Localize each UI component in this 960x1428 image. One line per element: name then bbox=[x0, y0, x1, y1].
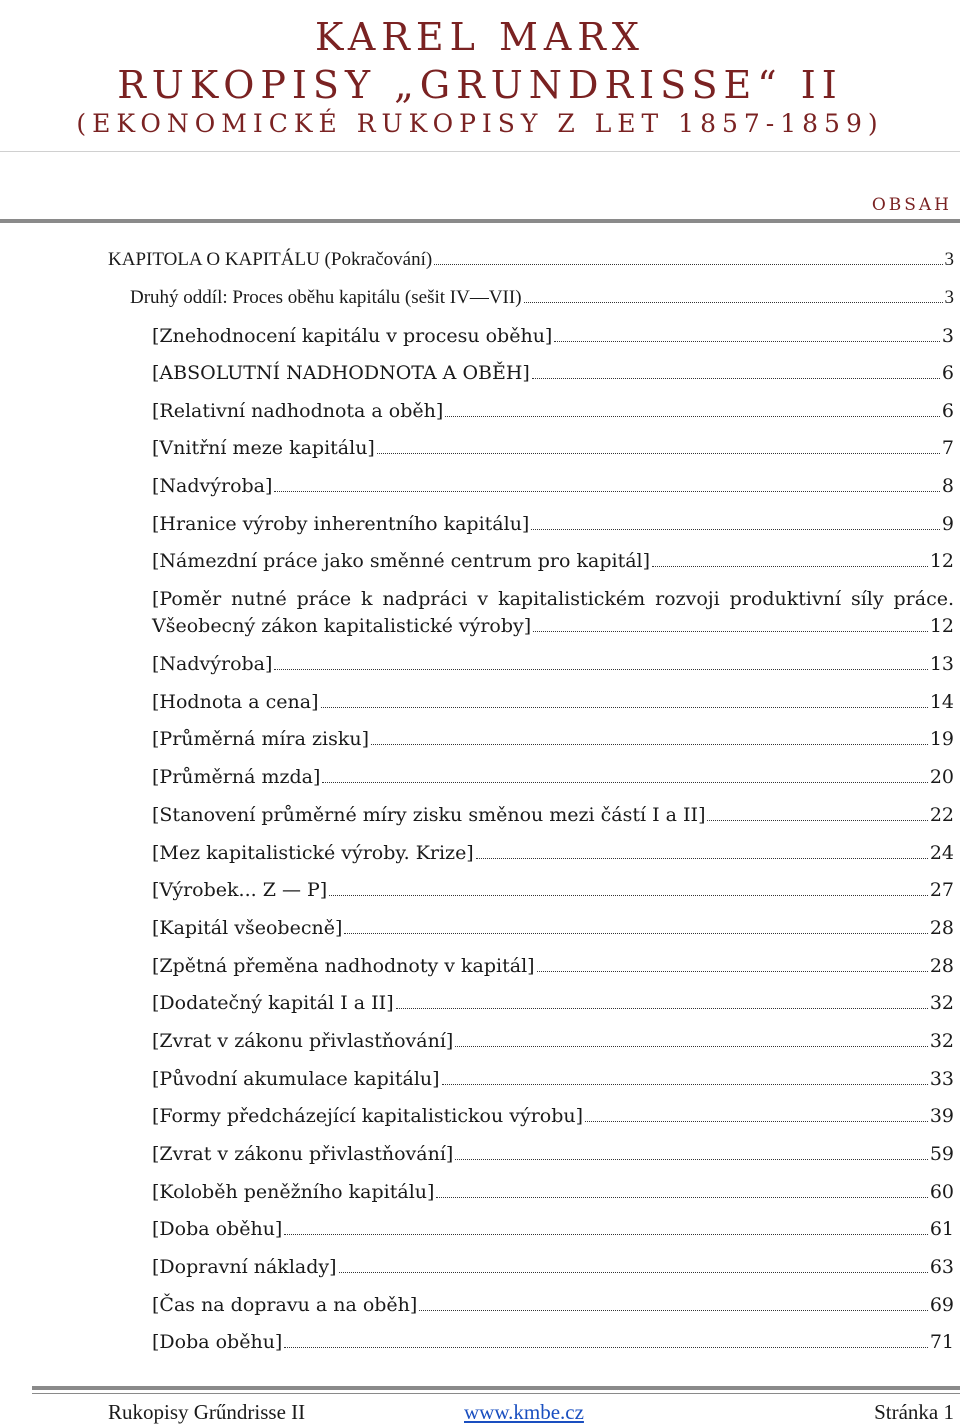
toc-entry-label: [Koloběh peněžního kapitálu] bbox=[152, 1181, 435, 1203]
footer-page-number: Stránka 1 bbox=[874, 1400, 954, 1424]
toc-entry-label: [Hranice výroby inherentního kapitálu] bbox=[152, 513, 530, 535]
toc-leader bbox=[532, 377, 940, 379]
toc-entry-label: [ABSOLUTNÍ NADHODNOTA A OBĚH] bbox=[152, 362, 530, 384]
toc-leader bbox=[321, 706, 928, 708]
toc-leader bbox=[377, 452, 940, 454]
toc-entry[interactable] bbox=[108, 247, 954, 273]
toc-entry[interactable] bbox=[152, 1103, 954, 1129]
toc-entry[interactable] bbox=[152, 1066, 954, 1092]
toc-entry-label: [Kapitál všeobecně] bbox=[152, 917, 343, 939]
toc-entry-page: 61 bbox=[929, 1218, 954, 1240]
toc-leader bbox=[707, 819, 927, 821]
toc-leader bbox=[652, 565, 928, 567]
toc-leader bbox=[419, 1309, 927, 1311]
toc-entry-page: 71 bbox=[929, 1331, 954, 1353]
toc-entry[interactable] bbox=[152, 990, 954, 1016]
toc-entry-label: [Výrobek... Z — P] bbox=[152, 879, 328, 901]
toc-entry[interactable] bbox=[152, 1254, 954, 1280]
toc-entry[interactable] bbox=[152, 360, 954, 386]
toc-entry-page: 12 bbox=[929, 615, 954, 637]
toc-entry-label: [Dodatečný kapitál I a II] bbox=[152, 992, 394, 1014]
toc-entry-label: [Zvrat v zákonu přivlastňování] bbox=[152, 1030, 454, 1052]
toc-entry-multiline[interactable] bbox=[152, 586, 954, 612]
toc-entry-label: [Nadvýroba] bbox=[152, 653, 273, 675]
toc-entry-label: [Stanovení průměrné míry zisku směnou mezi částí I a II] bbox=[152, 804, 706, 826]
toc-entry-page: 60 bbox=[929, 1181, 954, 1203]
toc-entry-page: 9 bbox=[941, 513, 954, 535]
toc-entry[interactable] bbox=[152, 802, 954, 828]
toc-leader bbox=[274, 668, 927, 670]
toc-entry-page: 20 bbox=[929, 766, 954, 788]
toc-entry[interactable] bbox=[152, 435, 954, 461]
toc-entry[interactable] bbox=[152, 840, 954, 866]
toc-entry-page: 6 bbox=[941, 362, 954, 384]
header-line-1: KAREL MARX bbox=[315, 15, 645, 59]
toc-entry-page: 12 bbox=[929, 550, 954, 572]
toc-leader bbox=[329, 894, 928, 896]
toc-leader bbox=[436, 1196, 927, 1198]
toc-entry-page: 63 bbox=[929, 1256, 954, 1278]
toc-entry[interactable] bbox=[152, 511, 954, 537]
toc-leader bbox=[476, 857, 928, 859]
footer-rule-thick bbox=[32, 1386, 960, 1390]
toc-leader bbox=[284, 1346, 927, 1348]
toc-leader bbox=[274, 490, 939, 492]
toc-entry-page: 24 bbox=[929, 842, 954, 864]
toc-entry-page: 13 bbox=[929, 653, 954, 675]
header-line-2: RUKOPISY „GRUNDRISSE“ II bbox=[117, 63, 843, 107]
toc-leader bbox=[442, 1083, 928, 1085]
toc-entry-label: [Doba oběhu] bbox=[152, 1218, 283, 1240]
toc-entry-label: [Zvrat v zákonu přivlastňování] bbox=[152, 1143, 454, 1165]
toc-leader bbox=[455, 1158, 927, 1160]
toc-leader bbox=[531, 528, 940, 530]
toc-leader bbox=[585, 1120, 928, 1122]
toc-entry-label-line1: [Poměr nutné práce k nadpráci v kapitalistickém rozvoji produktivní síly práce. bbox=[152, 588, 954, 610]
toc-entry[interactable] bbox=[152, 915, 954, 941]
toc-leader bbox=[533, 630, 928, 632]
section-title: OBSAH bbox=[871, 195, 952, 215]
toc-entry-page: 32 bbox=[929, 992, 954, 1014]
toc-entry[interactable] bbox=[152, 613, 954, 639]
toc-entry-label: [Původní akumulace kapitálu] bbox=[152, 1068, 440, 1090]
toc-leader bbox=[524, 301, 943, 303]
footer-title: Rukopisy Grűndrisse II bbox=[108, 1400, 306, 1424]
toc-entry-page: 7 bbox=[941, 437, 954, 459]
toc-entry-label: Druhý oddíl: Proces oběhu kapitálu (sešit IV—VII) bbox=[130, 287, 522, 308]
toc-leader bbox=[371, 743, 928, 745]
toc-entry-label: [Relativní nadhodnota a oběh] bbox=[152, 400, 444, 422]
toc-leader bbox=[322, 781, 927, 783]
toc-leader bbox=[344, 932, 927, 934]
toc-entry[interactable] bbox=[152, 323, 954, 349]
toc-entry-label: [Doba oběhu] bbox=[152, 1331, 283, 1353]
toc-leader bbox=[554, 340, 940, 342]
toc-entry[interactable] bbox=[152, 473, 954, 499]
footer-website-link[interactable]: www.kmbe.cz bbox=[464, 1400, 584, 1424]
toc-leader bbox=[537, 970, 928, 972]
toc-leader bbox=[455, 1045, 927, 1047]
toc-entry-page: 33 bbox=[929, 1068, 954, 1090]
toc-entry-label: [Zpětná přeměna nadhodnoty v kapitál] bbox=[152, 955, 535, 977]
toc-entry[interactable] bbox=[130, 285, 954, 311]
toc-leader bbox=[339, 1271, 928, 1273]
toc-entry-page: 22 bbox=[929, 804, 954, 826]
toc-entry-label: [Průměrná mzda] bbox=[152, 766, 321, 788]
toc-entry[interactable] bbox=[152, 877, 954, 903]
toc-entry[interactable] bbox=[152, 398, 954, 424]
toc-entry-label: KAPITOLA O KAPITÁLU (Pokračování) bbox=[108, 249, 433, 270]
toc-entry-label: [Mez kapitalistické výroby. Krize] bbox=[152, 842, 474, 864]
toc-entry-page: 3 bbox=[944, 249, 954, 270]
toc-entry[interactable] bbox=[152, 1141, 954, 1167]
toc-entry-page: 3 bbox=[944, 287, 954, 308]
toc-entry-page: 27 bbox=[929, 879, 954, 901]
toc-leader bbox=[434, 263, 942, 265]
toc-leader bbox=[445, 415, 940, 417]
toc-entry[interactable] bbox=[152, 1179, 954, 1205]
toc-entry-label: [Hodnota a cena] bbox=[152, 691, 319, 713]
toc-entry-label: [Dopravní náklady] bbox=[152, 1256, 337, 1278]
toc-entry[interactable] bbox=[152, 651, 954, 677]
toc-entry[interactable] bbox=[152, 1292, 954, 1318]
toc-entry-label: [Čas na dopravu a na oběh] bbox=[152, 1294, 418, 1316]
toc-entry-label: [Znehodnocení kapitálu v procesu oběhu] bbox=[152, 325, 553, 347]
toc-entry-label: [Vnitřní meze kapitálu] bbox=[152, 437, 375, 459]
toc-entry[interactable] bbox=[152, 1028, 954, 1054]
toc-entry-page: 59 bbox=[929, 1143, 954, 1165]
toc-leader bbox=[396, 1007, 928, 1009]
toc-entry[interactable] bbox=[152, 1329, 954, 1355]
toc-entry-page: 69 bbox=[929, 1294, 954, 1316]
toc-entry-page: 8 bbox=[941, 475, 954, 497]
toc-entry[interactable] bbox=[152, 548, 954, 574]
toc-entry-page: 19 bbox=[929, 728, 954, 750]
toc-entry-label: [Formy předcházející kapitalistickou výrobu] bbox=[152, 1105, 584, 1127]
toc-entry[interactable] bbox=[152, 953, 954, 979]
toc-entry-page: 6 bbox=[941, 400, 954, 422]
toc-entry[interactable] bbox=[152, 689, 954, 715]
footer-rule-thin bbox=[32, 1393, 960, 1394]
toc-entry-label: [Nadvýroba] bbox=[152, 475, 273, 497]
toc-entry[interactable] bbox=[152, 726, 954, 752]
toc-entry-page: 32 bbox=[929, 1030, 954, 1052]
toc-entry-label: [Námezdní práce jako směnné centrum pro kapitál] bbox=[152, 550, 651, 572]
toc-entry-page: 39 bbox=[929, 1105, 954, 1127]
header-divider bbox=[0, 151, 960, 152]
toc-leader bbox=[284, 1233, 927, 1235]
obsah-top-rule bbox=[0, 219, 960, 223]
toc-entry-page: 28 bbox=[929, 955, 954, 977]
toc-entry-label: [Průměrná míra zisku] bbox=[152, 728, 370, 750]
toc-entry[interactable] bbox=[152, 1216, 954, 1242]
header-line-3: (EKONOMICKÉ RUKOPISY Z LET 1857-1859) bbox=[76, 109, 884, 138]
toc-entry[interactable] bbox=[152, 764, 954, 790]
toc-entry-label-line2: Všeobecný zákon kapitalistické výroby] bbox=[152, 615, 532, 637]
toc-entry-page: 28 bbox=[929, 917, 954, 939]
toc-entry-page: 14 bbox=[929, 691, 954, 713]
toc-entry-page: 3 bbox=[941, 325, 954, 347]
